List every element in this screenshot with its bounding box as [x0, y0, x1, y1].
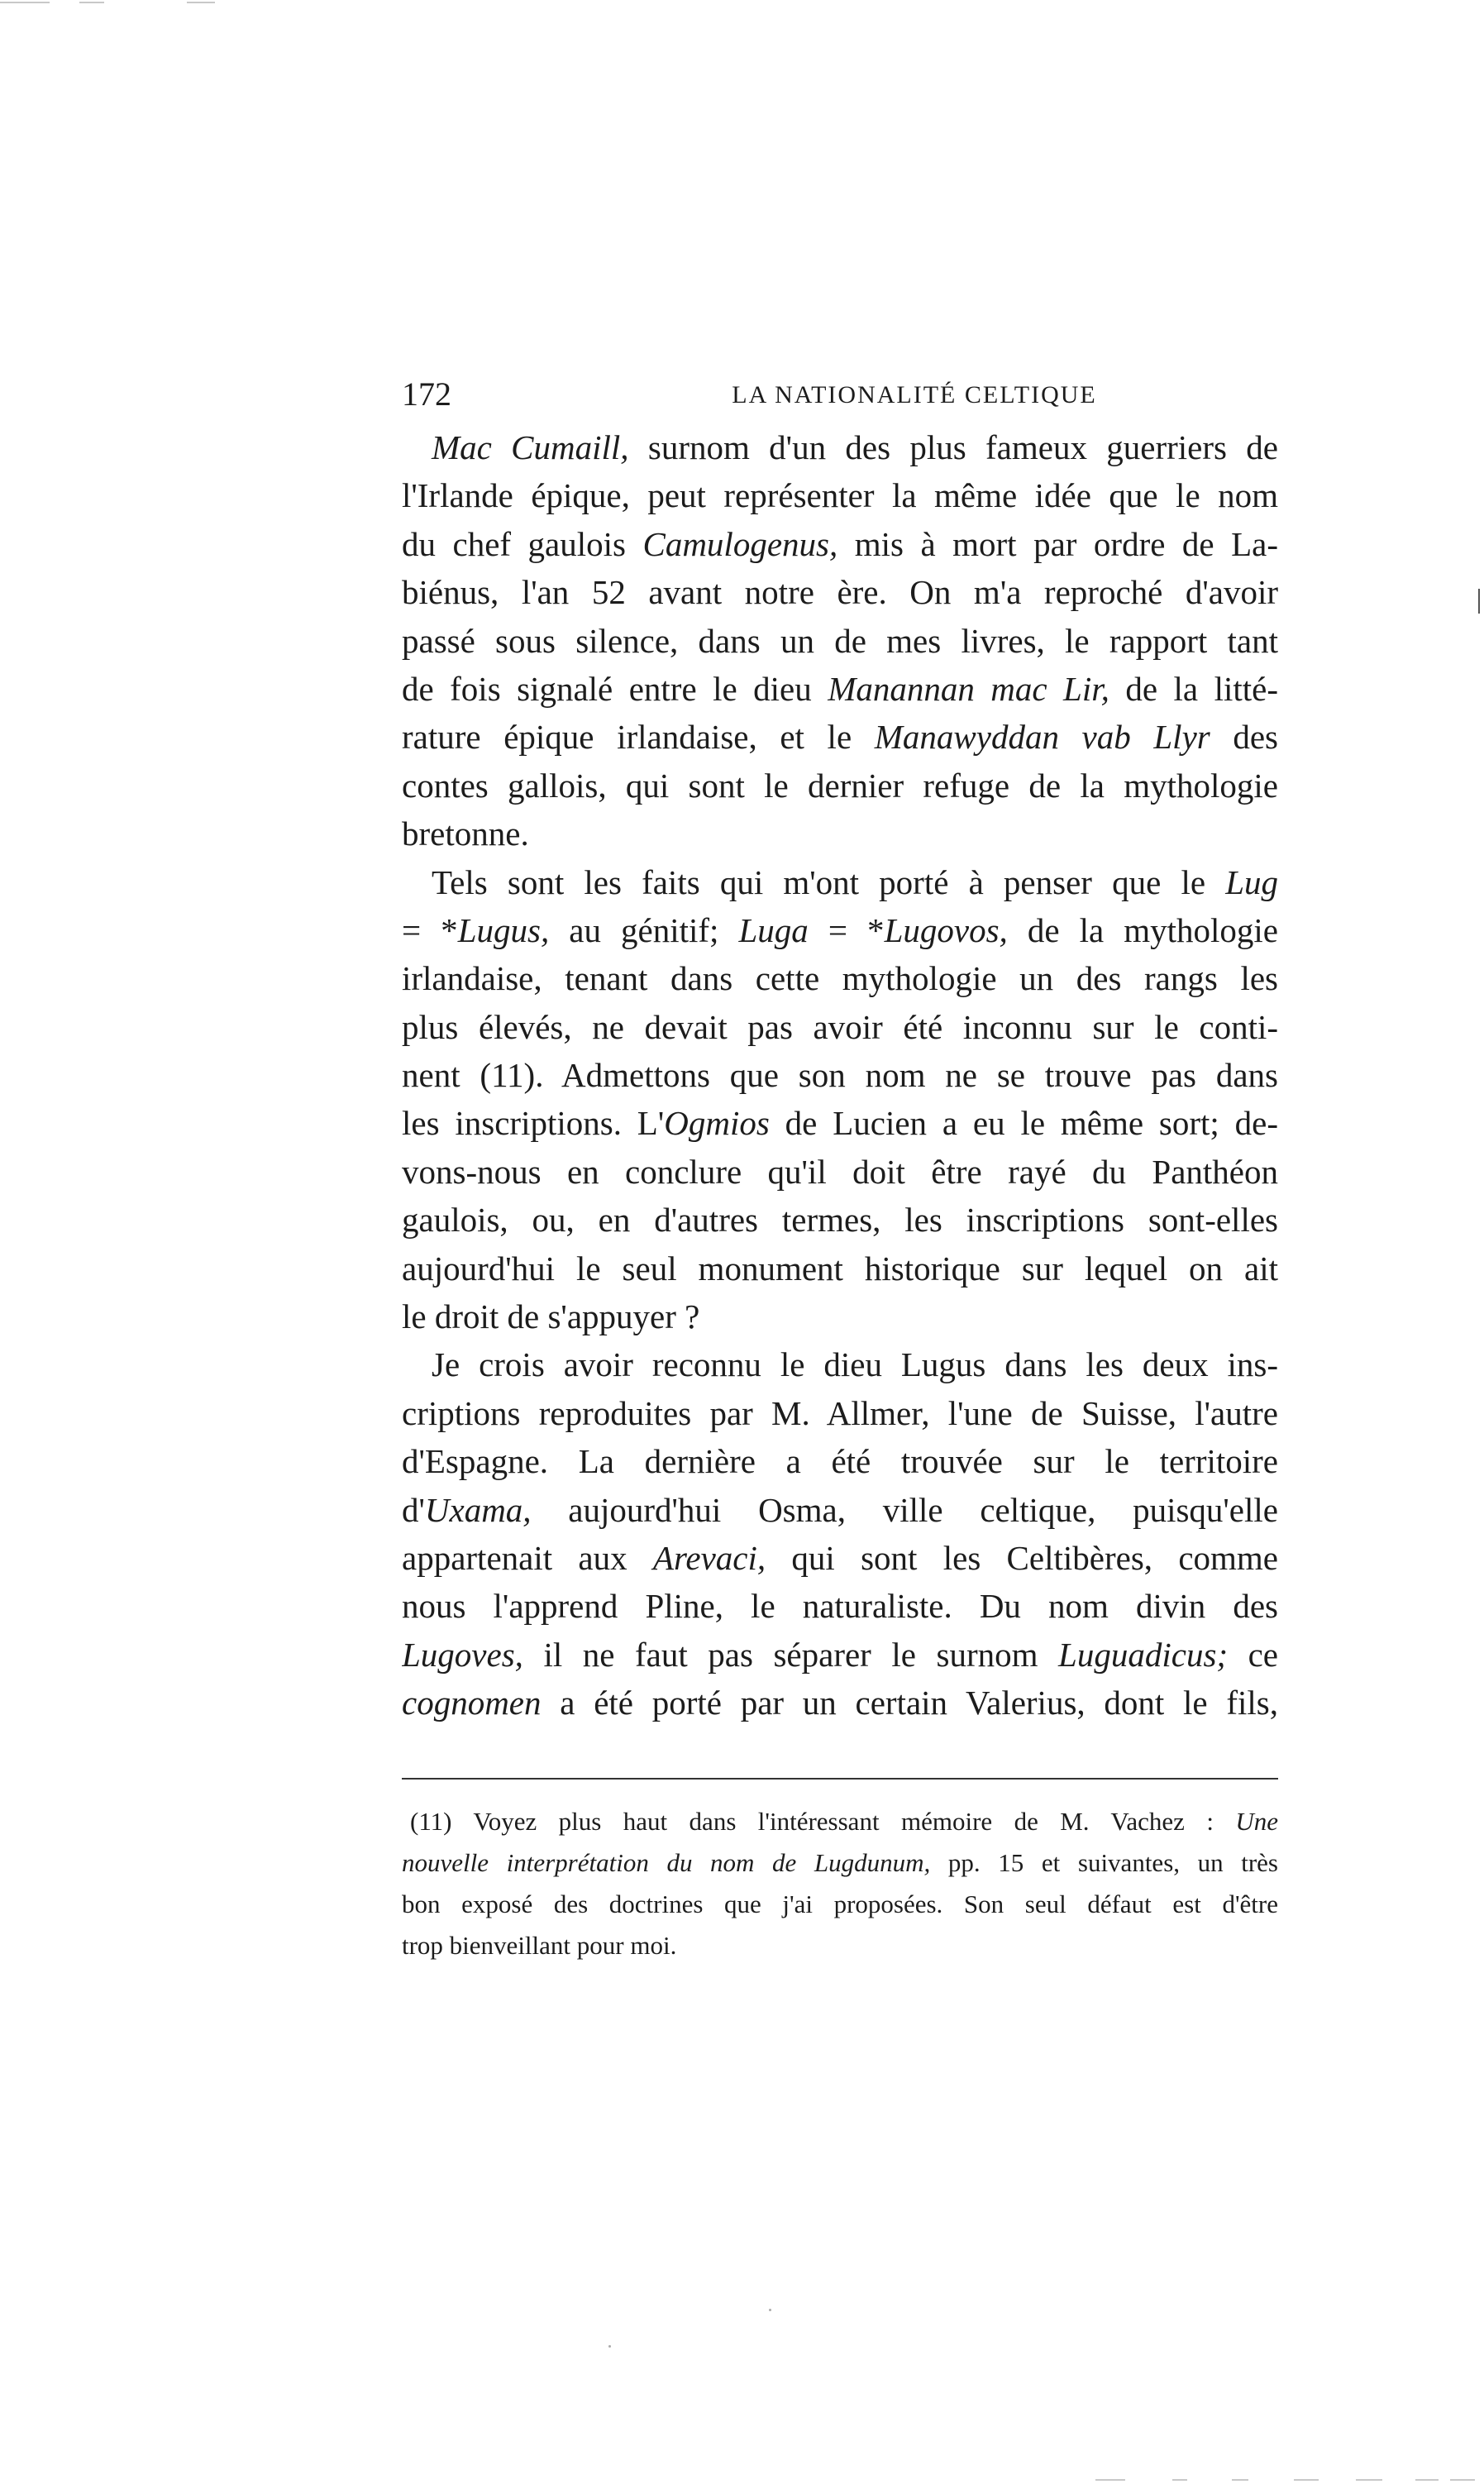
scan-edge-mark: [1294, 2479, 1319, 2481]
scan-edge-mark: [1415, 2479, 1439, 2481]
text-line: de fois signalé entre le dieu Manannan mac Lir, de la litté-: [402, 669, 1278, 708]
text-line: d'Espagne. La dernière a été trouvée sur le territoire: [402, 1442, 1278, 1481]
scan-edge-mark: [1095, 2479, 1125, 2481]
text-line: l'Irlande épique, peut représenter la même idée que le nom: [402, 476, 1278, 515]
scan-edge-mark: [1232, 2479, 1248, 2481]
text-line: irlandaise, tenant dans cette mythologie un des rangs les: [402, 959, 1278, 998]
running-title: LA NATIONALITÉ CELTIQUE: [732, 381, 1097, 408]
text-line: Je crois avoir reconnu le dieu Lugus dans les deux ins-: [432, 1345, 1278, 1384]
scan-speck: [769, 2309, 771, 2311]
footnote-divider: [402, 1778, 1278, 1780]
paragraph-2: [402, 858, 1278, 1341]
text-line: gaulois, ou, en d'autres termes, les inscriptions sont-elles: [402, 1201, 1278, 1240]
text-line: nent (11). Admettons que son nom ne se trouve pas dans: [402, 1056, 1278, 1095]
text-line: le droit de s'appuyer ?: [402, 1297, 700, 1336]
scan-edge-mark: [1450, 2479, 1475, 2481]
text-line: vons-nous en conclure qu'il doit être rayé du Panthéon: [402, 1152, 1278, 1191]
scan-speck: [608, 2345, 611, 2348]
margin-mark: [1478, 589, 1480, 614]
scan-edge-mark: [187, 2, 215, 3]
text-line: aujourd'hui le seul monument historique sur lequel on ait: [402, 1249, 1278, 1287]
text-line: nous l'apprend Pline, le naturaliste. Du nom divin des: [402, 1587, 1278, 1626]
paragraph-1: [402, 423, 1278, 858]
footnote-line: trop bienveillant pour moi.: [402, 1931, 677, 1960]
footnote-line: (11) Voyez plus haut dans l'intéressant mémoire de M. Vachez : Une: [410, 1807, 1278, 1836]
text-line: rature épique irlandaise, et le Manawyddan vab Llyr des: [402, 718, 1278, 757]
text-line: appartenait aux Arevaci, qui sont les Celtibères, comme: [402, 1538, 1278, 1577]
text-line: criptions reproduites par M. Allmer, l'une de Suisse, l'autre: [402, 1393, 1278, 1432]
text-line: bretonne.: [402, 815, 529, 853]
footnote-line: nouvelle interprétation du nom de Lugdunum, pp. 15 et suivantes, un très: [402, 1848, 1278, 1877]
text-line: les inscriptions. L'Ogmios de Lucien a eu le même sort; de-: [402, 1104, 1278, 1143]
text-line: d'Uxama, aujourd'hui Osma, ville celtique, puisqu'elle: [402, 1490, 1278, 1529]
text-line: Tels sont les faits qui m'ont porté à penser que le Lug: [432, 862, 1278, 901]
scan-edge-mark: [79, 2, 104, 3]
page-number: 172: [402, 375, 451, 413]
text-line: du chef gaulois Camulogenus, mis à mort par ordre de La-: [402, 524, 1278, 563]
text-line: = *Lugus, au génitif; Luga = *Lugovos, de la mythologie: [402, 910, 1278, 949]
footnote-line: bon exposé des doctrines que j'ai proposées. Son seul défaut est d'être: [402, 1889, 1278, 1918]
scan-edge-mark: [1356, 2479, 1382, 2481]
text-line: biénus, l'an 52 avant notre ère. On m'a reproché d'avoir: [402, 573, 1278, 612]
scan-edge-mark: [0, 2, 50, 3]
scan-edge-mark: [1172, 2479, 1187, 2481]
text-line: Mac Cumaill, surnom d'un des plus fameux guerriers de: [432, 428, 1278, 466]
text-line: Lugoves, il ne faut pas séparer le surnom Luguadicus; ce: [402, 1635, 1278, 1674]
text-line: plus élevés, ne devait pas avoir été inconnu sur le conti-: [402, 1007, 1278, 1046]
text-line: cognomen a été porté par un certain Valerius, dont le fils,: [402, 1684, 1278, 1722]
page-header: [402, 374, 1278, 415]
text-line: passé sous silence, dans un de mes livres, le rapport tant: [402, 621, 1278, 660]
text-line: contes gallois, qui sont le dernier refuge de la mythologie: [402, 766, 1278, 805]
footnote: [402, 1801, 1278, 1966]
body-text: [402, 423, 1278, 1727]
paragraph-3: [402, 1340, 1278, 1727]
